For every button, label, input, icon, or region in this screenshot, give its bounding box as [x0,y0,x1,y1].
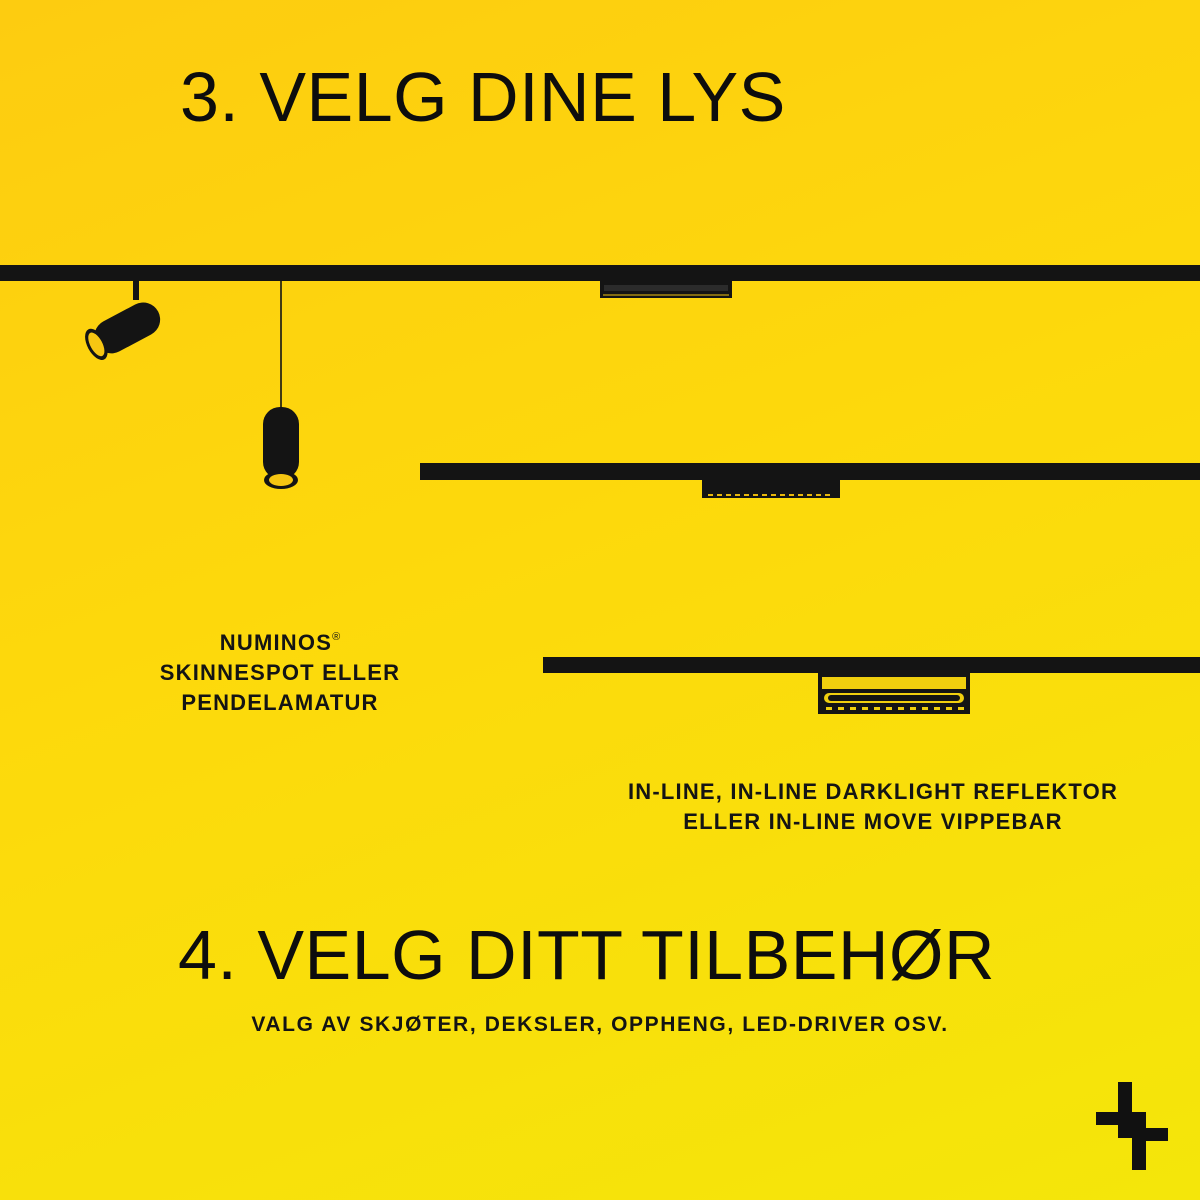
numinos-brand: NUMINOS [219,630,333,655]
spotlight-icon [70,278,180,368]
numinos-caption-line-1 [130,622,430,658]
track-rail-lower [543,657,1200,673]
inline-caption [580,777,1166,837]
numinos-caption [130,622,430,718]
track-rail-middle [420,463,1200,480]
pendant-icon [255,281,305,493]
inline-module-icon [600,281,732,299]
inline-caption-line-2: ELLER IN-LINE MOVE VIPPEBAR [683,809,1063,834]
inline-caption-line-1: IN-LINE, IN-LINE DARKLIGHT REFLEKTOR [627,779,1119,804]
plus-brand-logo-icon [1096,1082,1168,1170]
numinos-caption-line-2: SKINNESPOT ELLER [159,660,401,685]
registered-mark: ® [332,631,341,643]
tilt-bar-icon [818,673,970,715]
step-4-heading: 4. VELG DITT TILBEHØR [178,916,996,994]
track-rail-top [0,265,1200,281]
numinos-caption-line-3: PENDELAMATUR [181,690,379,715]
darklight-reflector-icon [702,480,840,500]
accessories-subtitle: VALG AV SKJØTER, DEKSLER, OPPHENG, LED-DRIVER OSV. [251,1013,949,1036]
step-3-heading: 3. VELG DINE LYS [180,58,786,136]
